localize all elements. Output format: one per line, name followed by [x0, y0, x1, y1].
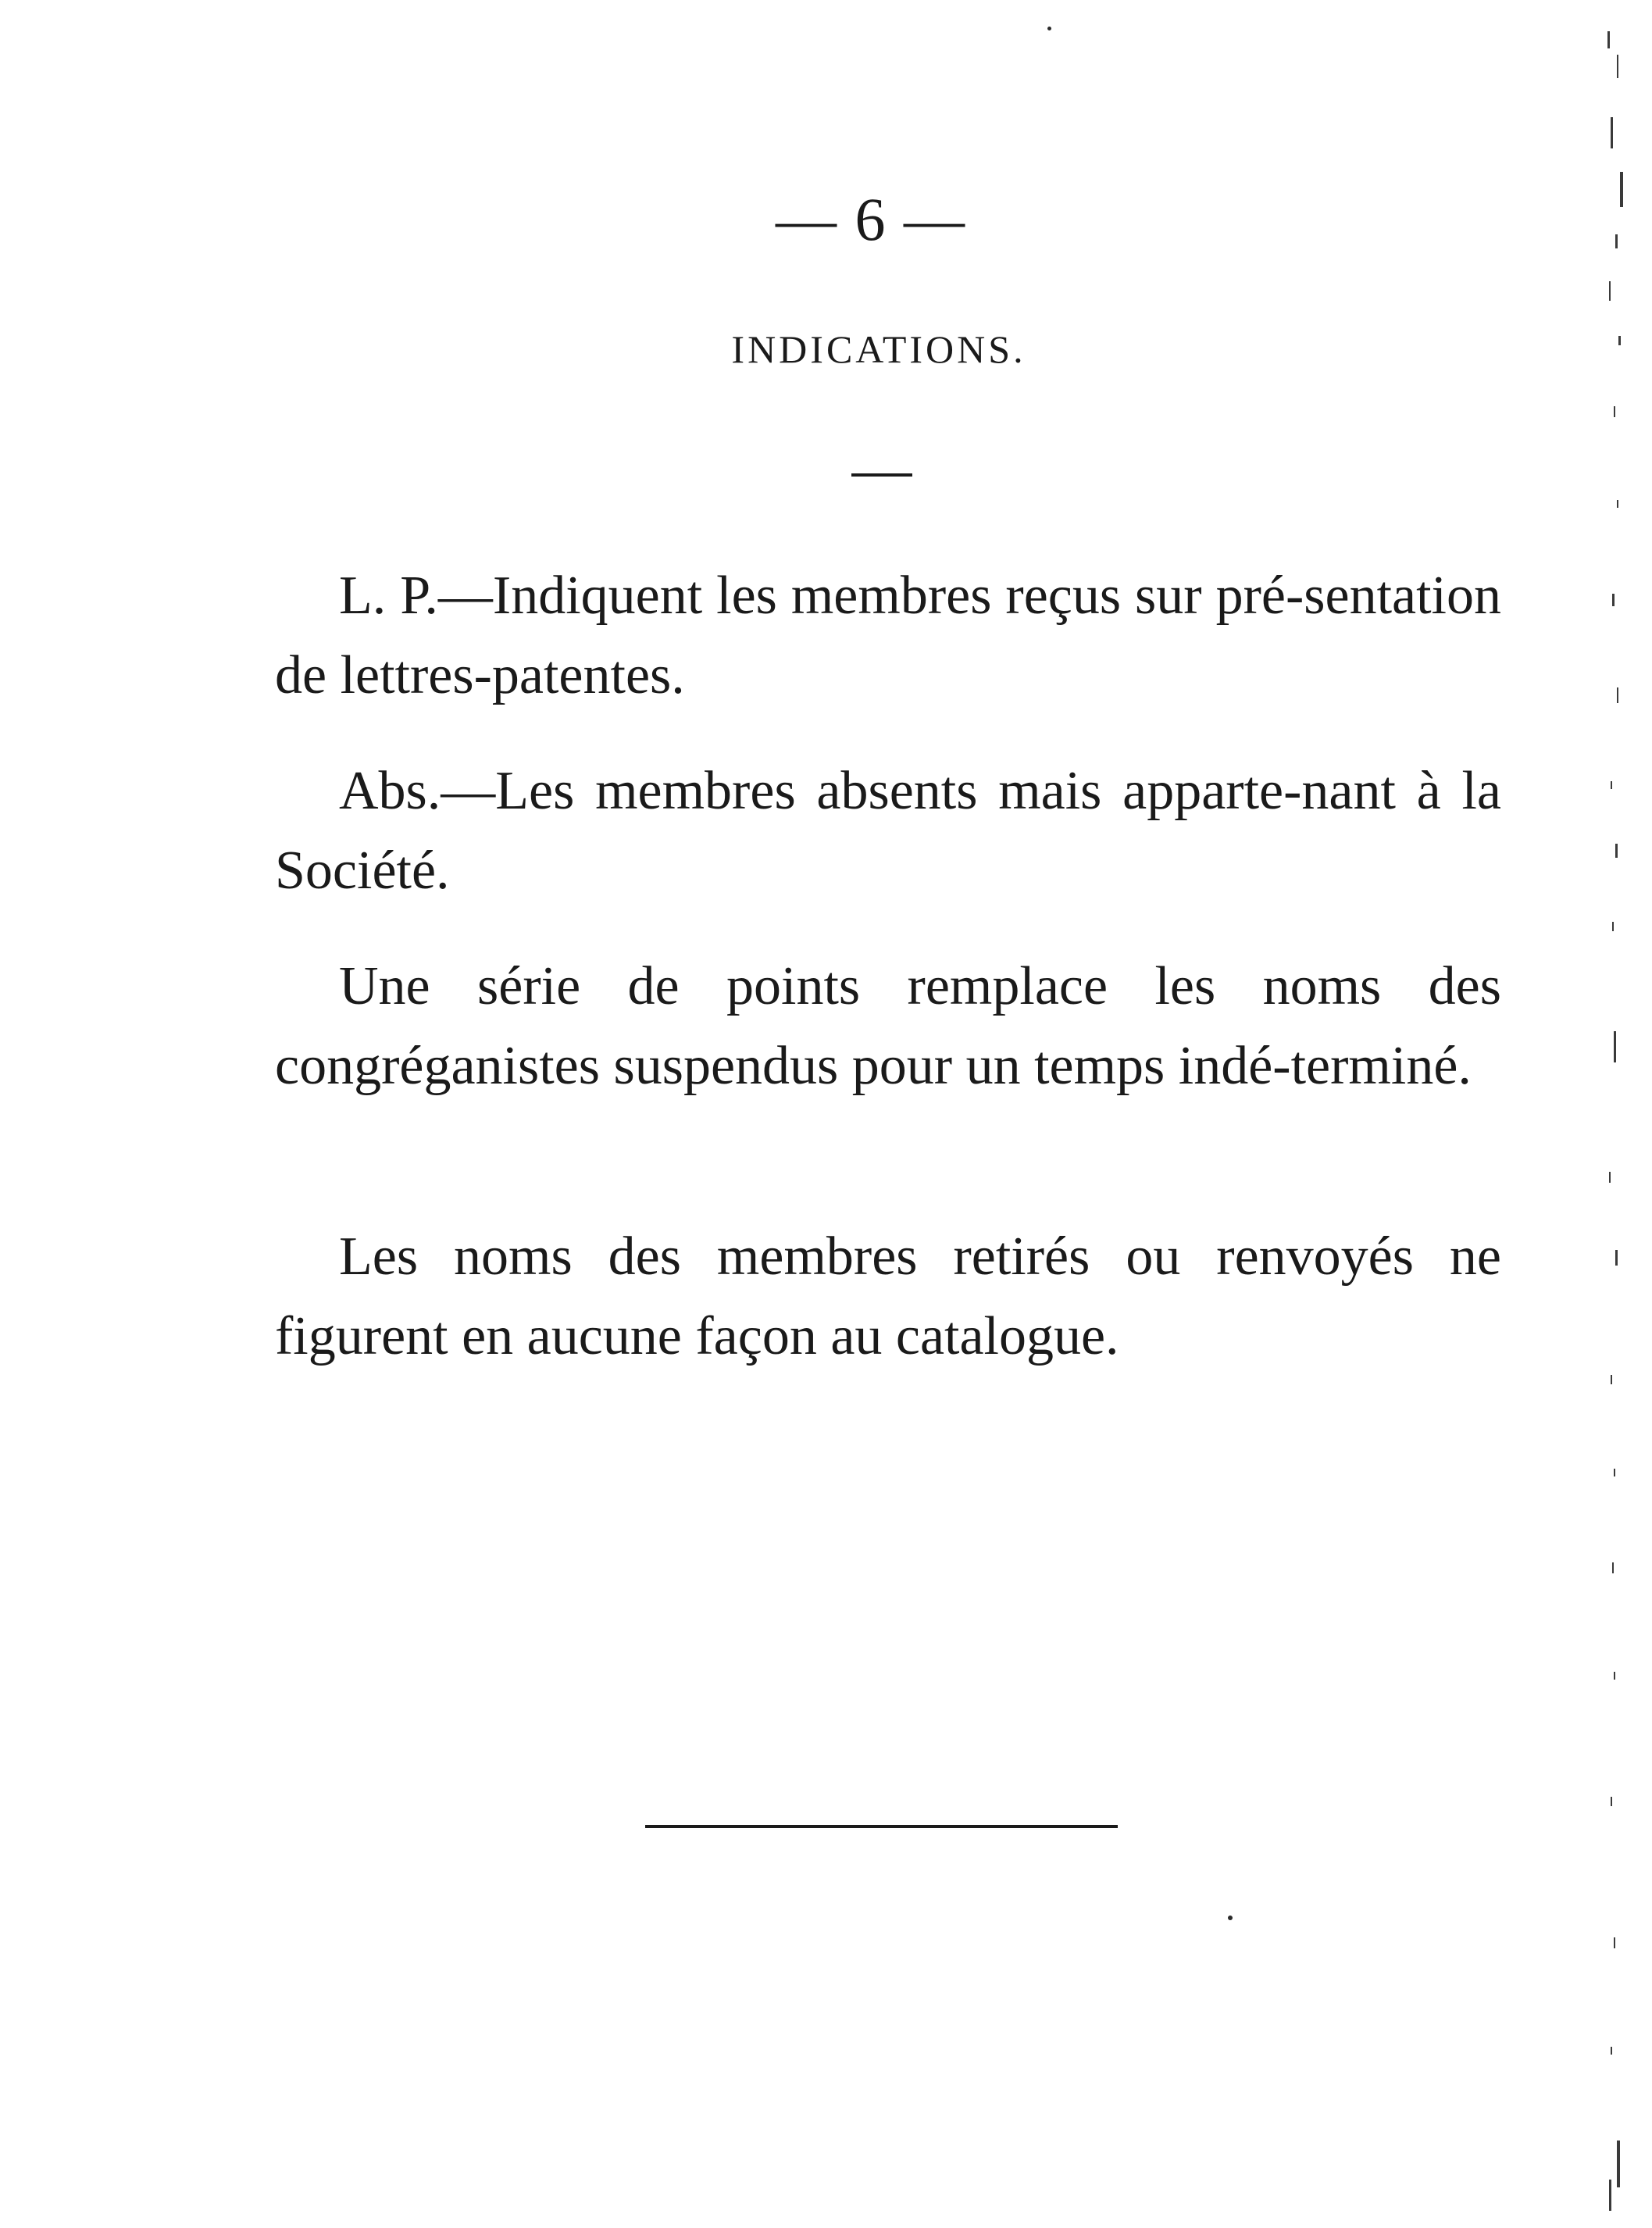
end-rule	[645, 1825, 1118, 1828]
ink-speck	[1228, 1916, 1233, 1920]
section-heading: INDICATIONS.	[731, 327, 1026, 371]
page-edge-marks	[1593, 0, 1652, 2228]
paragraph-abs: Abs.—Les membres absents mais apparte-nant à la Société.	[275, 761, 1501, 901]
paragraph-retired: Les noms des membres retirés ou renvoyés ne figurent en aucune façon au catalogue.	[275, 1226, 1501, 1366]
ink-speck	[1047, 27, 1051, 30]
heading-rule	[851, 473, 912, 477]
paragraph-lp: L. P.—Indiquent les membres reçus sur pré-sentation de lettres-patentes.	[275, 566, 1501, 705]
page-number: — 6 —	[776, 185, 966, 253]
paragraph-points: Une série de points remplace les noms des congréganistes suspendus pour un temps indé-terminé.	[275, 956, 1501, 1096]
